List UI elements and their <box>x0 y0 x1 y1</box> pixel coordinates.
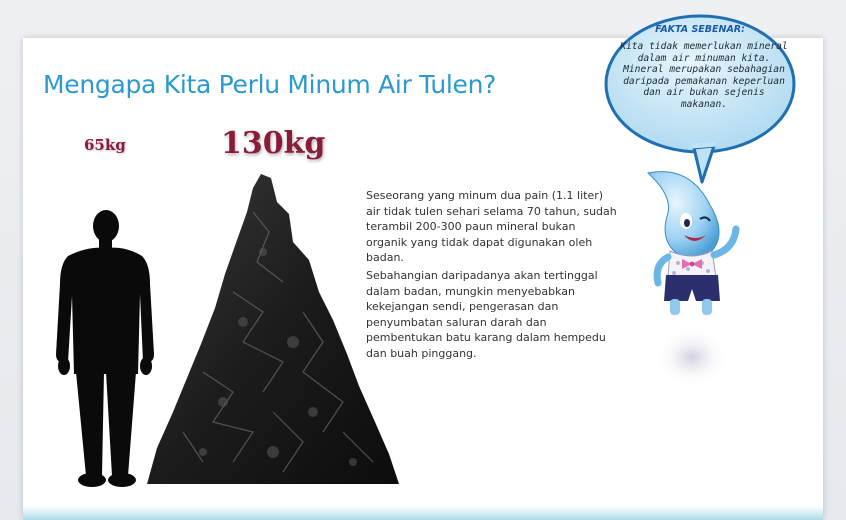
info-paragraph-1: Seseorang yang minum dua pain (1.1 liter) air tidak tulen sehari selama 70 tahun, sudah terambil 200-300 paun mineral bukan organik yang tidak dapat digunakan oleh badan. <box>366 189 617 264</box>
page-title: Mengapa Kita Perlu Minum Air Tulen? <box>43 70 497 99</box>
water-drop-mascot-icon <box>640 165 760 395</box>
fact-title: FAKTA SEBENAR: <box>655 24 745 35</box>
man-silhouette-icon <box>40 204 160 494</box>
info-paragraph-2: Sebahangian daripadanya akan tertinggal dalam badan, mungkin menyebabkan kekejangan sendi, pengerasan dan penyumbatan saluran darah dan pembentukan batu karang dalam hempedu dan buah pinggang. <box>366 269 606 360</box>
person-weight-label: 65kg <box>84 136 126 154</box>
mineral-weight-label: 130kg <box>221 126 326 161</box>
card-footer-gradient <box>23 506 823 520</box>
fact-speech-bubble <box>602 10 798 152</box>
fact-text: Kita tidak memerlukan mineral dalam air minuman kita. Mineral merupakan sebahagian daripada pemakanan keperluan dan air bukan sejenis makanan. <box>620 41 788 110</box>
mineral-rock-pile-icon <box>143 172 401 490</box>
